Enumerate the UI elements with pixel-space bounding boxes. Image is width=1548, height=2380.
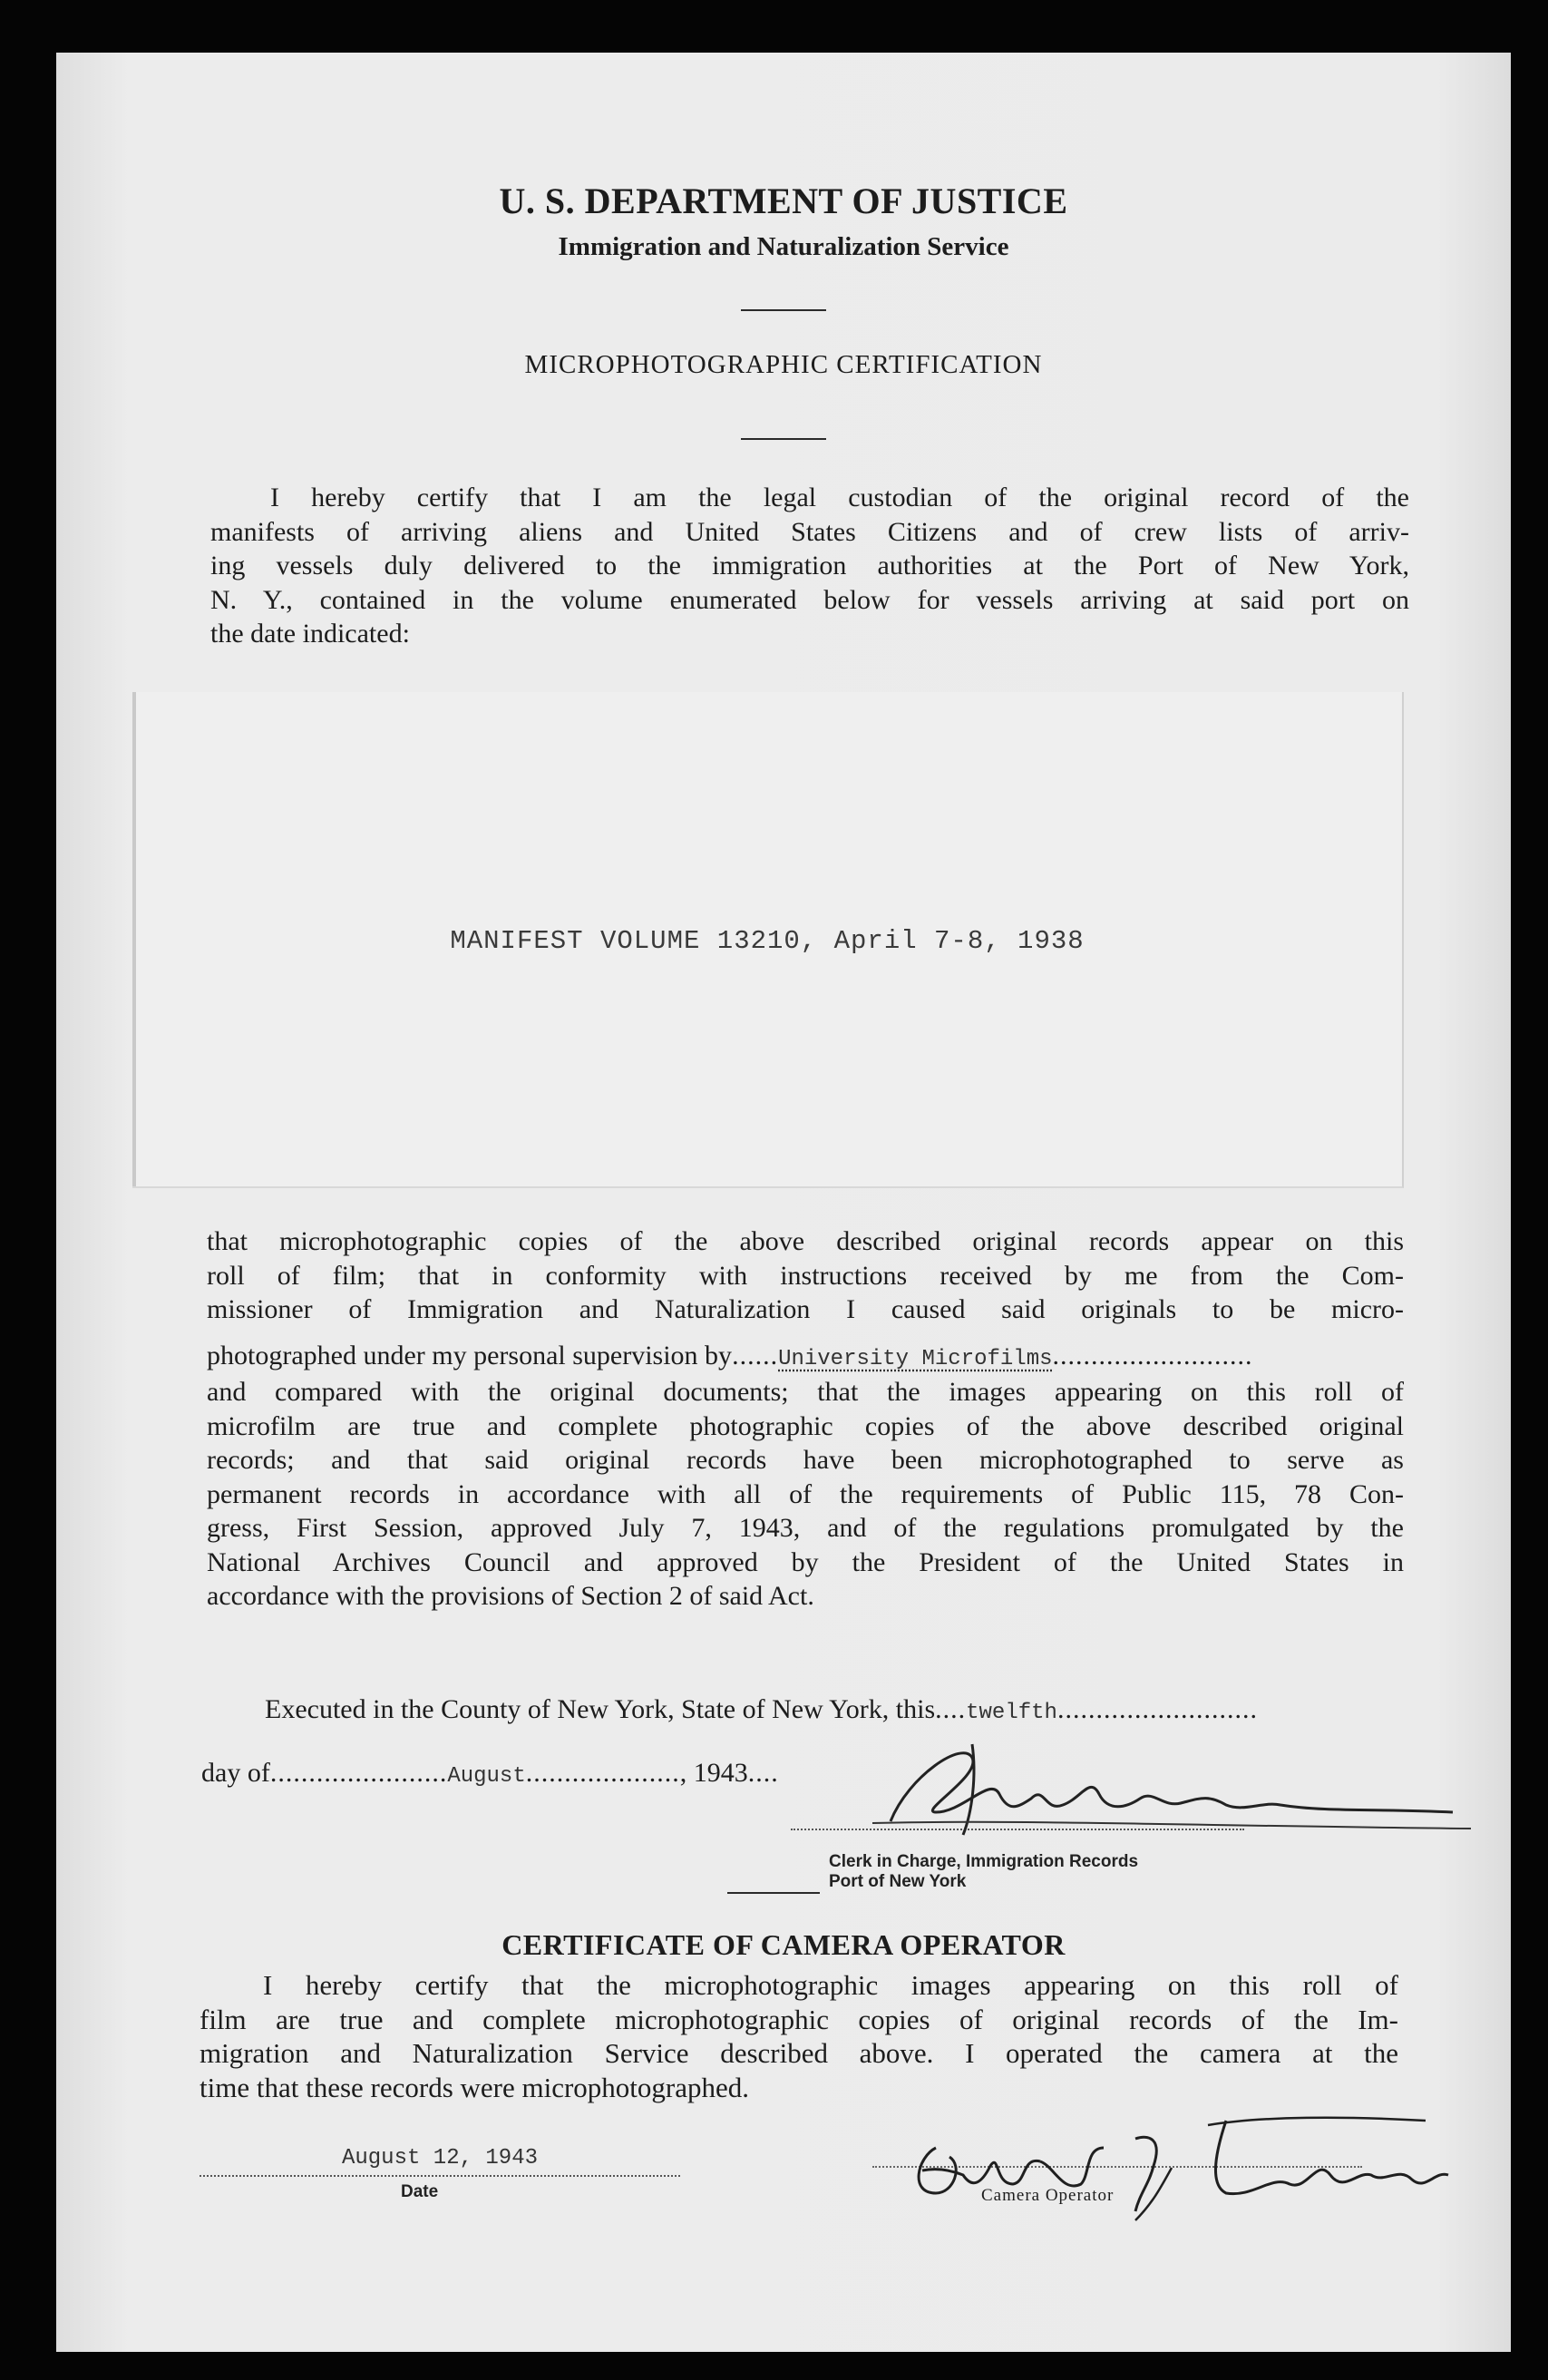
clerk-title-line: Port of New York: [829, 1872, 967, 1891]
day-of-line: [201, 1758, 872, 1789]
body-paragraph-continued: [207, 1375, 1404, 1614]
body-line: microfilm are true and complete photographic copies of the above described original: [207, 1410, 1404, 1441]
executed-line: [265, 1694, 1404, 1725]
operator-label: Camera Operator: [981, 2186, 1115, 2205]
body-line: permanent records in accordance with all of the requirements of Public 115, 78 Con-: [207, 1478, 1404, 1509]
supervision-line: [207, 1341, 1404, 1371]
certificate-page: [56, 53, 1511, 2352]
intro-line: N. Y., contained in the volume enumerated below for vessels arriving at said port on: [210, 584, 1409, 615]
year-value: , 1943: [679, 1758, 748, 1788]
dotted-leader: ..........................: [1052, 1341, 1253, 1370]
divider-rule: [727, 1892, 820, 1894]
divider-rule: [741, 309, 826, 311]
divider-rule: [741, 438, 826, 440]
dotted-leader: ....................: [525, 1758, 680, 1788]
intro-line: manifests of arriving aliens and United States Citizens and of crew lists of arriv-: [210, 516, 1409, 547]
operator-signature: [836, 2084, 1489, 2248]
intro-line: the date indicated:: [210, 619, 410, 649]
dotted-leader: ....: [747, 1758, 779, 1788]
body-line: gress, First Session, approved July 7, 1943, and of the regulations promulgated by the: [207, 1513, 1404, 1543]
supervision-prefix: photographed under my personal supervision by: [207, 1341, 733, 1370]
body-line: records; and that said original records have been microphotographed to serve as: [207, 1445, 1404, 1475]
intro-line: I hereby certify that I am the legal custodian of the original record of the: [270, 483, 1409, 512]
camera-operator-heading: CERTIFICATE OF CAMERA OPERATOR: [501, 1928, 1066, 1961]
dotted-leader: ..........................: [1056, 1694, 1258, 1724]
body-line: and compared with the original documents; that the images appearing on this roll of: [207, 1377, 1404, 1407]
clerk-signature: [836, 1722, 1471, 1848]
department-heading: U. S. DEPARTMENT OF JUSTICE: [499, 180, 1068, 221]
date-line: [200, 2146, 680, 2177]
body-line: missioner of Immigration and Naturalization I caused said originals to be micro-: [207, 1294, 1404, 1324]
volume-entry: MANIFEST VOLUME 13210, April 7-8, 1938: [450, 926, 1085, 956]
date-value: August 12, 1943: [341, 2146, 539, 2170]
dotted-leader: ......: [732, 1341, 779, 1370]
day-of-prefix: day of: [201, 1758, 270, 1788]
camera-line: time that these records were microphotographed.: [200, 2071, 749, 2103]
certification-title: MICROPHOTOGRAPHIC CERTIFICATION: [524, 350, 1043, 379]
body-line: accordance with the provisions of Section 2 of said Act.: [207, 1581, 814, 1611]
supervision-value: University Microfilms: [778, 1347, 1053, 1371]
clerk-title: [829, 1852, 1138, 1892]
body-line: National Archives Council and approved by the President of the United States in: [207, 1546, 1404, 1577]
clerk-title-line: Clerk in Charge, Immigration Records: [829, 1852, 1139, 1871]
dotted-leader: .......................: [269, 1758, 448, 1788]
camera-line: I hereby certify that the microphotographic images appearing on this roll of: [263, 1969, 1398, 2001]
body-paragraph: [207, 1224, 1404, 1327]
executed-prefix: Executed in the County of New York, State of New York, this: [265, 1694, 936, 1724]
intro-line: ing vessels duly delivered to the immigration authorities at the Port of New York,: [210, 551, 1409, 580]
dotted-leader: ....: [935, 1694, 967, 1724]
date-label: Date: [401, 2182, 439, 2201]
service-subheading: Immigration and Naturalization Service: [558, 232, 1009, 261]
volume-card: [132, 692, 1404, 1188]
executed-day-value: twelfth: [966, 1701, 1057, 1725]
camera-line: film are true and complete microphotographic copies of original records of the Im-: [200, 2003, 1398, 2035]
body-line: roll of film; that in conformity with instructions received by me from the Com-: [207, 1260, 1404, 1291]
intro-paragraph: [210, 481, 1409, 651]
month-value: August: [447, 1764, 526, 1789]
camera-line: migration and Naturalization Service described above. I operated the camera at the: [200, 2037, 1398, 2069]
body-line: that microphotographic copies of the above described original records appear on this: [207, 1226, 1404, 1256]
